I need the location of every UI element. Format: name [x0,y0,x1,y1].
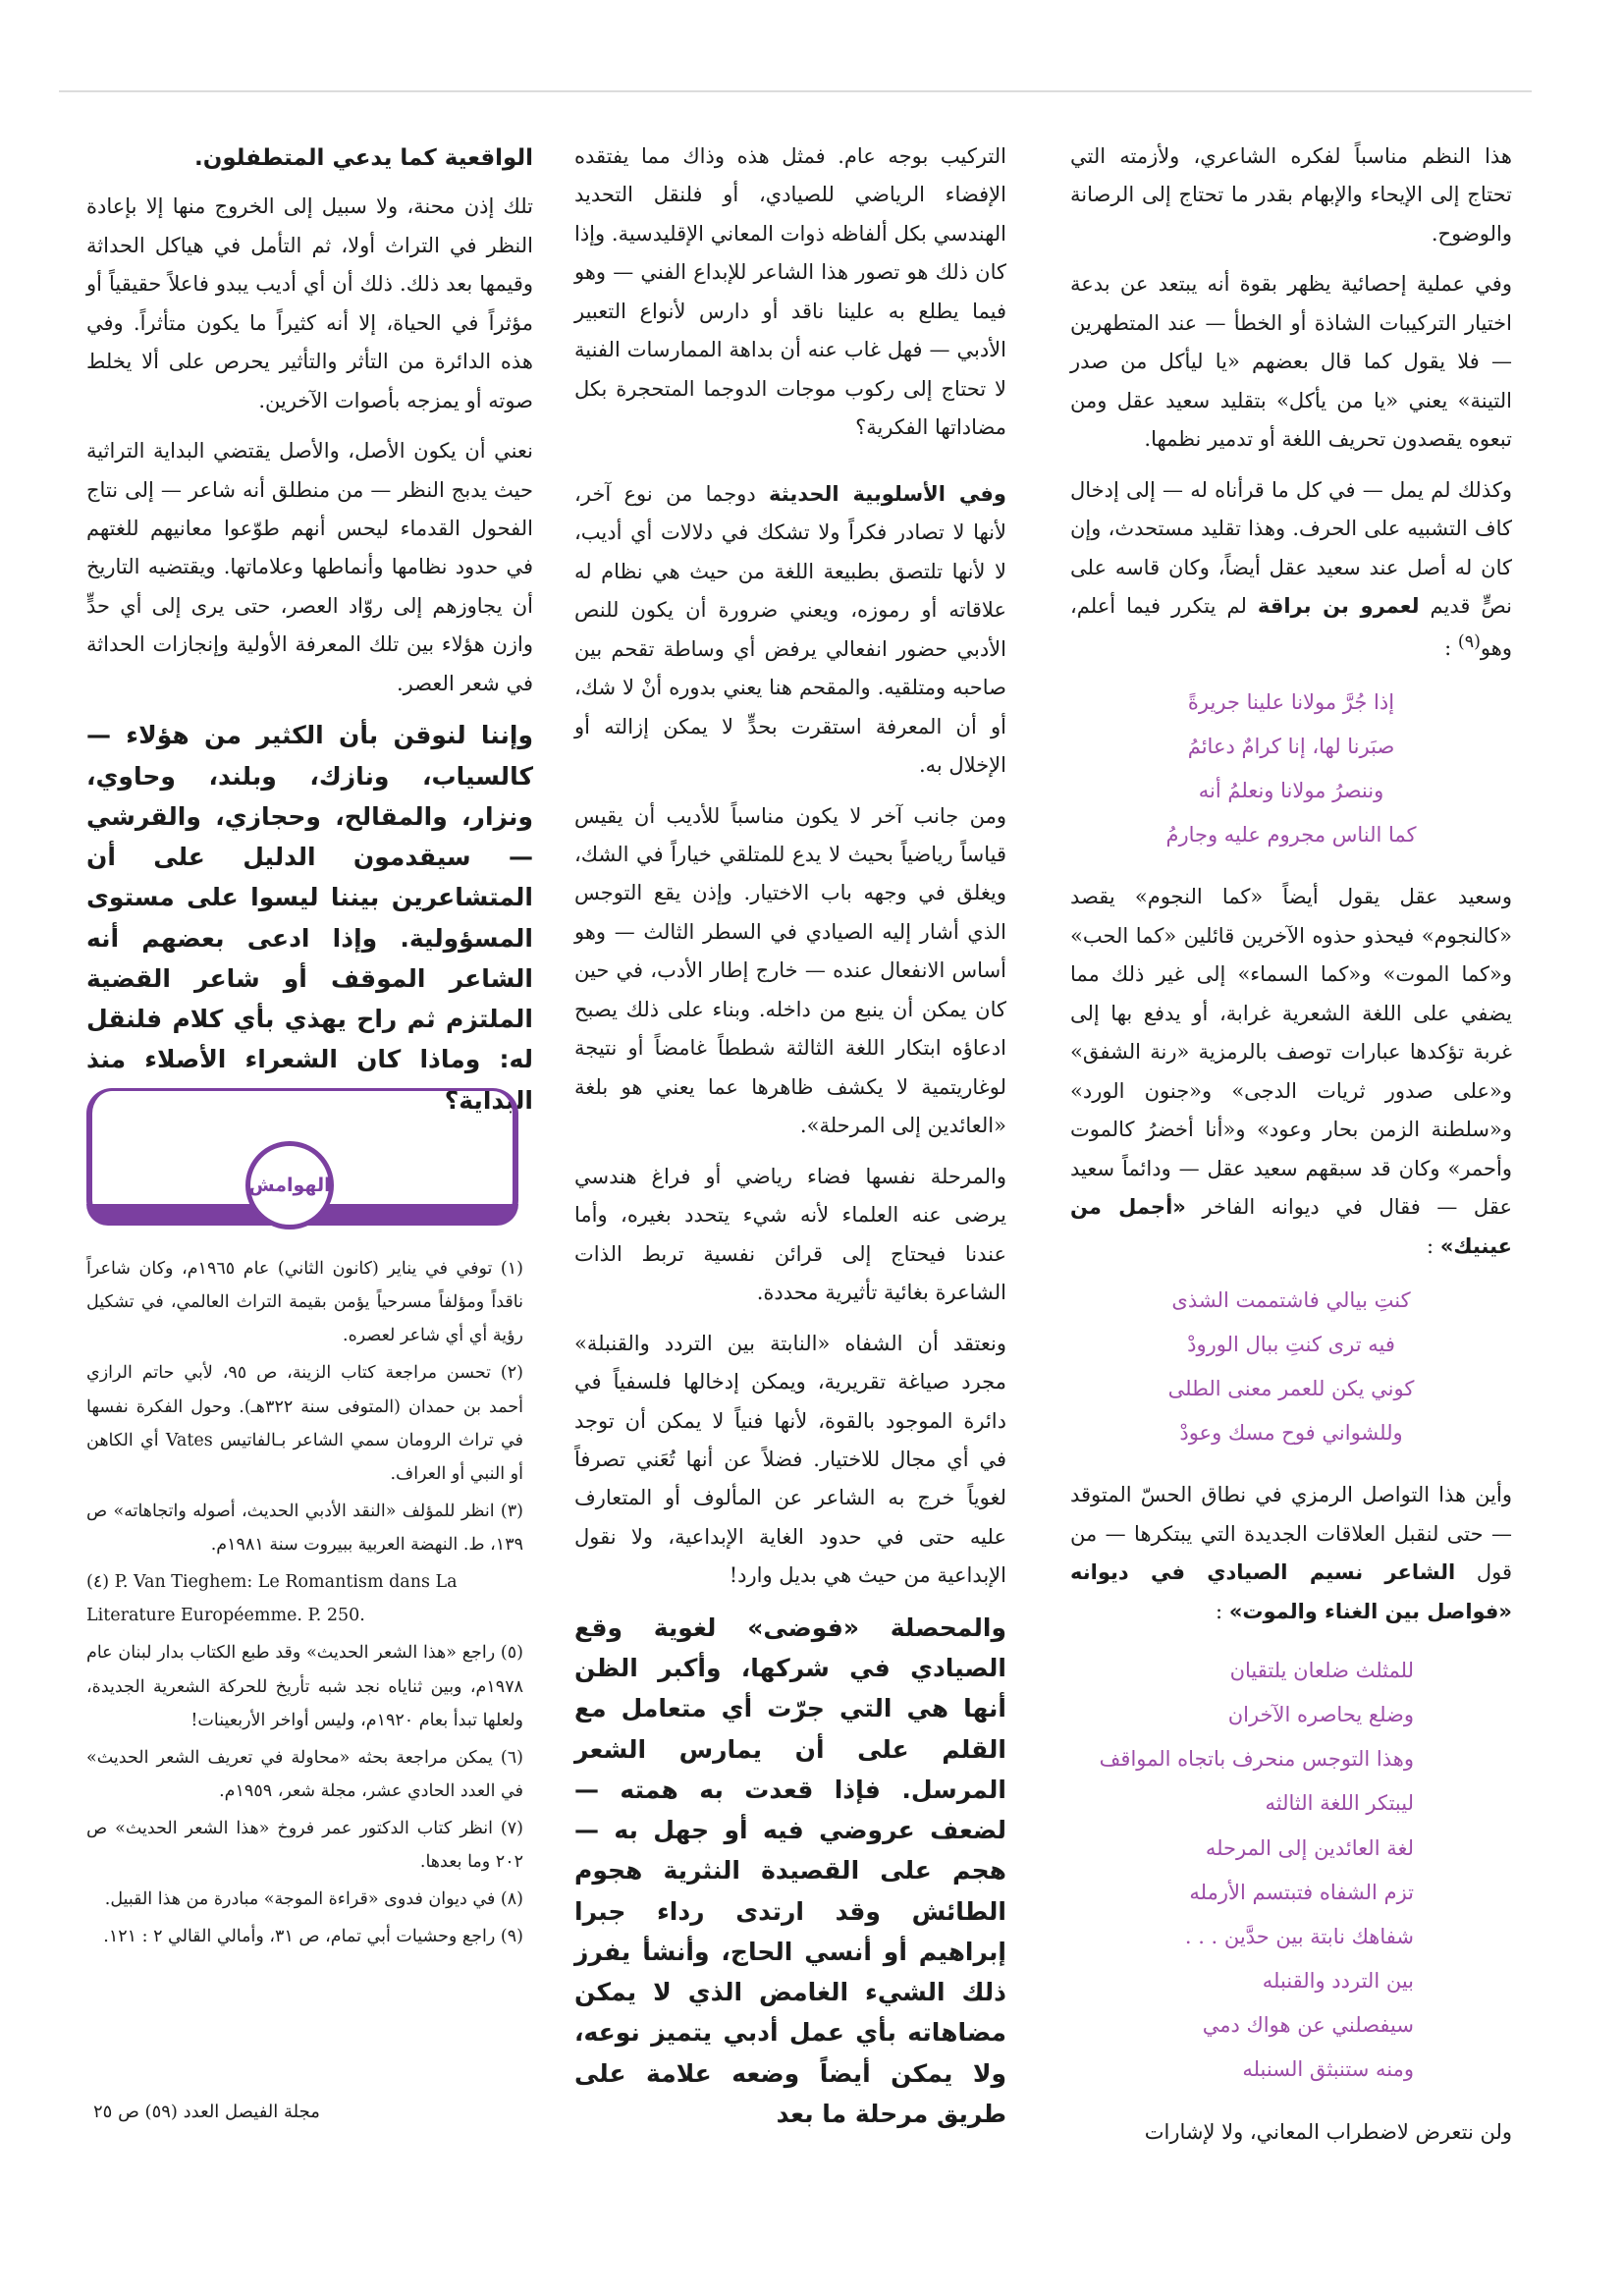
footnote-ref: (٩) [1457,631,1481,652]
article-column-right [1070,137,1512,2145]
footnote-item: (٨) في ديوان فدوى «قراءة الموجة» مبادرة من هذا القبيل. [104,1889,523,1910]
paragraph: هذا النظم مناسباً لفكره الشاعري، ولأزمته التي تحتاج إلى الإيحاء والإبهام بقدر ما تحتاج إلى الرصانة والوضوح. [1070,144,1512,246]
paragraph: نعني أن يكون الأصل، والأصل يقتضي البداية التراثية حيث يدبج النظر — من منطلق أنه شاعر — إلى نتاج الفحول القدماء ليحس أنهم طوّعوا معانيهم للغتهم في حدود نظامها وأنماطها وعلاماتها. ويقتضيه التاريخ أن يجاوزهم إلى روّاد العصر، حتى يرى إلى أي حدٍّ وازن هؤلاء بين تلك المعرفة الأولية وإنجازات الحداثة في شعر العصر. [86,439,533,695]
verse-line: كما الناس مجروم عليه وجارمُ [1165,823,1417,847]
poet-name: الشاعر نسيم الصيادي في ديوانه «فواصل بين الغناء والموت» [1070,1560,1512,1623]
paragraph: وكذلك لم يمل — في كل ما قرأناه له — إلى إدخال كاف التشبيه على الحرف. وهذا تقليد مستحدث، وإن كان له أصل عند سعيد عقل أيضاً، وكان قاسه على نصٍّ قديم لعمرو بن براقة لم يتكرر فيما أعلم، وهو$^{(٩)}$ : [1070,477,1512,660]
verse-line: وضلع يحاصره الآخران [1227,1703,1414,1727]
paragraph: ولن نتعرض لاضطراب المعاني، ولا لإشارات [1144,2120,1512,2145]
verse-line: تزم الشفاه فتبتسم الأرمله [1189,1880,1414,1904]
paragraph: ونعتقد أن الشفاه «النابتة بين التردد والقنبلة» مجرد صياغة تقريرية، ويمكن إدخالها فلسفياً في دائرة الموجود بالقوة، لأنها فنياً لا يمكن أن توجد في أي مجال للاختيار. فضلاً عن أنها تُعَني تصرفاً لغوياً خرج به الشاعر عن المألوف أو المتعارف عليه حتى في حدود الغاية الإبداعية، ولا نقول الإبداعية من حيث هي بديل وارد! [574,1331,1006,1588]
footnotes-list [86,1252,523,2077]
verse-line: فيه ترى كنتِ ببال الورودْ [1187,1333,1395,1357]
paragraph: والمرحلة نفسها فضاء رياضي أو فراغ هندسي يرضى عنه العلماء لأنه شيء يتحدد بغيره، وأما عندنا فيحتاج إلى قرائن نفسية تربط الذات الشاعرة بغائية تأثيرية محددة. [574,1164,1006,1305]
diwan-title: «أجمل من عينيك» [1070,1195,1512,1258]
article-column-middle [574,137,1006,2128]
notes-label: الهوامش [248,1175,331,1196]
page-footer [93,2102,320,2122]
footnote-item: (٢) تحسن مراجعة كتاب الزينة، ص ٩٥، لأبي حاتم الرازي أحمد بن حمدان (المتوفى سنة ٣٢٢هـ). وحول الفكرة نفسها في تراث الرومان سمي الشاعر بـالفاتيس Vates أي الكاهن أو النبي أو العراف. [86,1363,523,1484]
verse-line: سيفصلني عن هواك دمي [1202,2013,1414,2038]
poem-list [1070,1649,1512,2092]
poem-verse [1070,682,1512,856]
footnote-item: (٥) راجع «هذا الشعر الحديث» وقد طبع الكتاب بدار لبنان عام ١٩٧٨م، وبين ثناياه نجد شبه تأريخ للحركة الشعرية الجديدة، ولعلها تبدأ بعام ١٩٢٠م، وليس أواخر الأربعينات! [86,1643,523,1730]
verse-line: إذا جُرَّ مولانا علينا جريرةً [1187,690,1395,715]
footer-text: مجلة الفيصل العدد (٥٩) ص ٢٥ [93,2102,320,2122]
footnote-item: (٧) انظر كتاب الدكتور عمر فروخ «هذا الشعر الحديث» ص ٢٠٢ وما بعدها. [86,1819,523,1873]
verse-line: وهذا التوجس منحرف باتجاه المواقف [1099,1747,1414,1772]
paragraph: وسعيد عقل يقول أيضاً «كما النجوم» يقصد «كالنجوم» فيحذو حذوه الآخرين قائلين «كما الحب» و«كما الموت» و«كما السماء» إلى غير ذلك مما يضفي على اللغة الشعرية غرابة، أو يدفع بها إلى غربة تؤكدها عبارات توصف بالرمزية «رنة الشفق» و«على صدور ثريات الدجى» و«جنون الورد» و«سلطنة الزمن بحار وعود» و«أنا أخضرُ كالموت وأحمر» وكان قد سبقهم سعيد عقل — ودائماً سعيد عقل — فقال في ديوانه الفاخر «أجمل من عينيك» : [1070,885,1512,1258]
verse-line: للمثلث ضلعان يلتقيان [1229,1659,1414,1683]
paragraph: التركيب بوجه عام. فمثل هذه وذاك مما يفتقده الإفضاء الرياضي للصيادي، أو فلنقل التحديد الهندسي بكل ألفاظه ذوات المعاني الإقليدسية. وإذا كان ذلك هو تصور هذا الشاعر للإبداع الفني — وهو فيما يطلع به علينا ناقد أو دارس لأنواع التعبير الأدبي — فهل غاب عنه أن بداهة الممارسات الفنية لا تحتاج إلى ركوب موجات الدوجما المتحجرة بكل مضاداتها الفكرية؟ [574,144,1006,440]
footnote-item: (٦) يمكن مراجعة بحثه «محاولة في تعريف الشعر الحديث» في العدد الحادي عشر، مجلة شعر، ١٩٥٩م. [86,1747,523,1801]
verse-line: وللشواني فوح مسك وعودْ [1179,1421,1403,1446]
verse-line: شفاهك نابتة بين حدَّين . . . [1184,1924,1414,1948]
article-column-left [86,137,533,1115]
poem-verse [1070,1280,1512,1454]
verse-line: بين التردد والقنبله [1262,1969,1414,1994]
notes-badge [245,1141,334,1230]
verse-line: وننصرُ مولانا ونعلمُ أنه [1198,779,1384,803]
section-term: وفي الأسلوبية الحديثة [769,481,1006,506]
top-rule [59,90,1532,92]
verse-line: كوني يكن للعمر معنى الطلى [1167,1377,1415,1401]
footnote-item: (٩) راجع وحشيات أبي تمام، ص ٣١، وأمالي القالي ٢ : ١٢١. [103,1927,523,1947]
paragraph: تلك إذن محنة، ولا سبيل إلى الخروج منها إلا بإعادة النظر في التراث أولا، ثم التأمل في هياكل الحداثة وقيمها بعد ذلك. ذلك أن أي أديب يبدو فاعلاً حقيقياً أو مؤثراً في الحياة، إلا أنه كثيراً ما يكون متأثراً. وفي هذه الدائرة من التأثر والتأثير يحرص على ألا يخلط صوته أو يمزجه بأصوات الآخرين. [86,194,533,412]
paragraph-emphasis: وإننا لنوقن بأن الكثير من هؤلاء — كالسياب، ونازك، وبلند، وحاوي، ونزار، والمقالح، وحجازي، والقرشي — سيقدمون الدليل على أن المتشاعرين بيننا ليسوا على مستوى المسؤولية. وإذا ادعى بعضهم أنه الشاعر الموقف أو شاعر القضية الملتزم ثم راح يهذي بأي كلام فلنقل له: وماذا كان الشعراء الأصلاء منذ البداية؟ [86,721,533,1115]
paragraph: وفي الأسلوبية الحديثة دوجما من نوع آخر، لأنها لا تصادر فكراً ولا تشكك في دلالات أي أديب، لا لأنها تلتصق بطبيعة اللغة من حيث هي نظام له علاقاته أو رموزه، ويعني ضرورة أن يكون للنص الأدبي حضور انفعالي يرفض أي وساطة تقحم بين صاحبه ومتلقيه. والمقحم هنا يعني بدوره أنْ لا شك، أو أن المعرفة استقرت بحدٍّ لا يمكن إزالته أو الإخلال به. [574,481,1006,778]
verse-line: لغة العائدين إلى المرحله [1205,1835,1414,1860]
paragraph: وأين هذا التواصل الرمزي في نطاق الحسّ المتوقد — حتى لنقبل العلاقات الجديدة التي يبتكرها — من قول الشاعر نسيم الصيادي في ديوانه «فواصل بين الغناء والموت» : [1070,1483,1512,1623]
footnote-item: (٤) P. Van Tieghem: Le Romantism dans La Literature Européemme. P. 250. [86,1572,458,1626]
paragraph: ومن جانب آخر لا يكون مناسباً للأديب أن يقيس قياساً رياضياً بحيث لا يدع للمتلقي خياراً في الشك، ويغلق في وجهه باب الاختيار. وإذن يقع التوجس الذي أشار إليه الصيادي في السطر الثالث — وهو أساس الانفعال عنده — خارج إطار الأدب، في حين كان يمكن أن ينبع من داخله. وبناء على ذلك يصبح ادعاؤه ابتكار اللغة الثالثة شططاً غامضاً أو نتيجة لوغاريتمية لا يكشف ظاهرها عما يعني هو بلغة «العائدين إلى المرحلة». [574,803,1006,1138]
verse-line: ليبتكر اللغة الثالثه [1265,1791,1414,1816]
verse-line: كنتِ بيالي فاشتممت الشذى [1171,1287,1411,1312]
verse-line: ومنه ستنبثق السنبله [1242,2057,1414,2082]
poet-name: لعمرو بن براقة [1257,594,1420,619]
section-heading: الواقعية كما يدعي المتطفلون. [193,145,533,171]
paragraph-emphasis: والمحصلة «فوضى» لغوية وقع الصيادي في شركها، وأكبر الظن أنها هي التي جرّت أي متعامل مع القلم على أن يمارس الشعر المرسل. فإذا قعدت به همته — لضعف عروضي فيه أو جهل به — هجم على القصيدة النثرية هجوم الطائش وقد ارتدى رداء جبرا إبراهيم أو أنسي الحاج، وأنشأ يفرز ذلك الشيء الغامض الذي لا يمكن مضاهاته بأي عمل أدبي يتميز نوعه، ولا يمكن أيضاً وضعه علامة على طريق مرحلة ما بعد [574,1613,1006,2128]
paragraph: وفي عملية إحصائية يظهر بقوة أنه يبتعد عن بدعة اختيار التركيبات الشاذة أو الخطأ — عند المتطهرين — فلا يقول كما قال بعضهم «يا ليأكل من صدر التينة» يعني «يا من يأكل» بتقليد سعيد عقل ومن تبعوه يقصدون تحريف اللغة أو تدمير نظمها. [1070,272,1512,452]
footnote-item: (١) توفي في يناير (كانون الثاني) عام ١٩٦٥م، وكان شاعراً ناقداً ومؤلفاً مسرحياً يؤمن بقيمة التراث العالمي، في تشكيل رؤية أي أي شاعر لعصره. [86,1259,523,1346]
footnote-item: (٣) انظر للمؤلف «النقد الأدبي الحديث، أصوله واتجاهاته» ص ١٣٩، ط. النهضة العربية ببيروت سنة ١٩٨١م. [86,1501,523,1555]
verse-line: صبَرنا لها، إنا كرامٌ دعائمُ [1187,735,1395,759]
